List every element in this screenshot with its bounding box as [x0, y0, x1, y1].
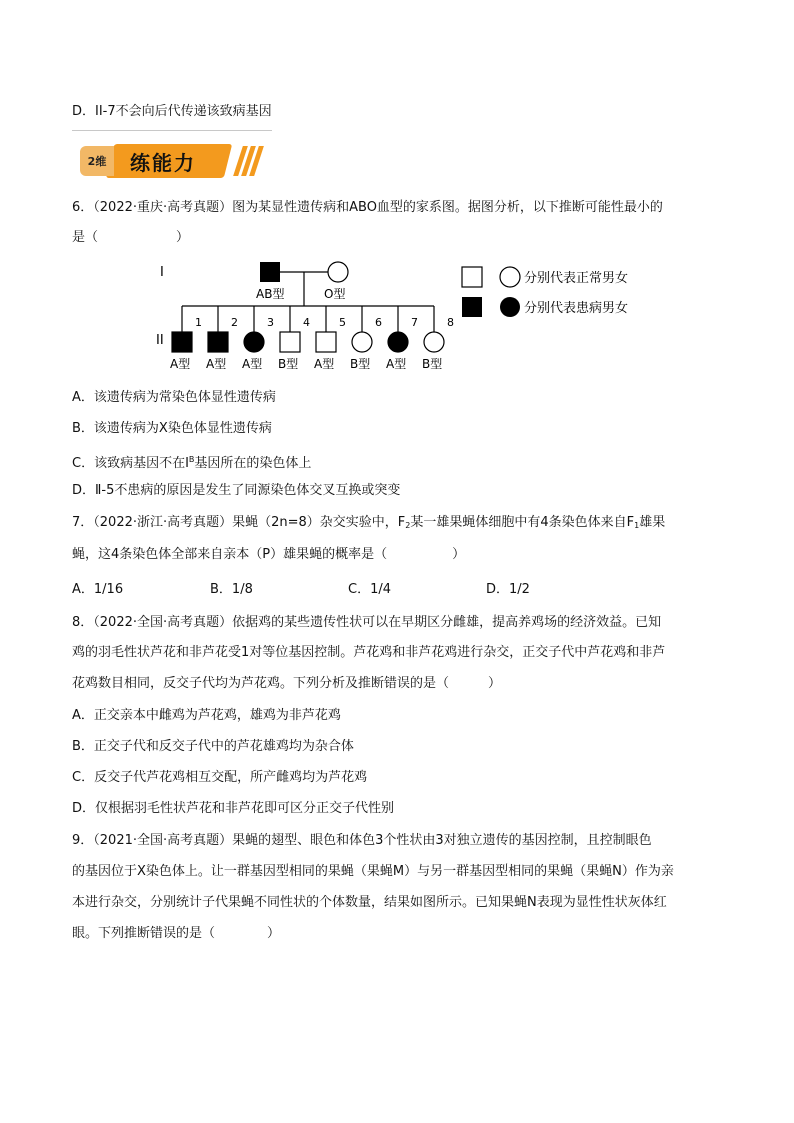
q7-stem-part1: 7．（2022·浙江·高考真题）果蝇（2n=8）杂交实验中，F: [72, 515, 406, 530]
offspring-number: 1: [195, 316, 202, 329]
legend-affected-text: 分别代表患病男女: [524, 301, 629, 316]
offspring-number: 6: [375, 316, 382, 329]
offspring-1-affected-male: [172, 332, 192, 352]
q8-stem-line2: 鸡的羽毛性状芦花和非芦花受1对等位基因控制。芦花鸡和非芦花鸡进行杂交，正交子代中芦花鸡和非芦: [72, 645, 666, 660]
q6-option-c-superscript: B: [188, 455, 195, 464]
offspring-number: 2: [231, 316, 238, 329]
q6-option-a: A．该遗传病为常染色体显性遗传病: [72, 390, 276, 405]
mother-blood-type: O型: [324, 287, 346, 301]
q9-stem-line1: 9．（2021·全国·高考真题）果蝇的翅型、眼色和体色3个性状由3对独立遗传的基因控制，且控制眼色: [72, 833, 652, 848]
section-title: 练能力: [130, 151, 196, 175]
q6-stem-line2: 是（ ）: [72, 230, 190, 245]
q9-stem-line3: 本进行杂交，分别统计子代果蝇不同性状的个体数量，结果如图所示。已知果蝇N表现为显性性状灰体红: [72, 895, 667, 910]
legend-normal-text: 分别代表正常男女: [524, 271, 629, 286]
divider: [72, 130, 272, 131]
q8-option-a: A．正交亲本中雌鸡为芦花鸡，雄鸡为非芦花鸡: [72, 708, 341, 723]
q7-subscript-f1: 1: [634, 521, 640, 530]
offspring-blood-type: A型: [386, 357, 407, 371]
offspring-blood-type: A型: [170, 357, 191, 371]
offspring-blood-type: B型: [422, 357, 443, 371]
q8-stem-line3: 花鸡数目相同，反交子代均为芦花鸡。下列分析及推断错误的是（ ）: [72, 676, 502, 691]
q8-option-d: D．仅根据羽毛性状芦花和非芦花即可区分正交子代性别: [72, 801, 395, 816]
q7-choice-a: A．1/16: [72, 582, 124, 597]
offspring-3-affected-female: [244, 332, 264, 352]
q8-option-c: C．反交子代芦花鸡相互交配，所产雌鸡均为芦花鸡: [72, 770, 368, 785]
father-affected-square: [260, 262, 280, 282]
q6-option-c-text-end: 基因所在的染色体上: [194, 456, 312, 471]
q6-option-b: B．该遗传病为X染色体显性遗传病: [72, 421, 272, 436]
offspring-group: [170, 306, 454, 371]
offspring-blood-type: A型: [314, 357, 335, 371]
offspring-6-normal-female: [352, 332, 372, 352]
offspring-5-normal-male: [316, 332, 336, 352]
legend-normal-male-icon: [462, 267, 482, 287]
q7-choice-b: B．1/8: [210, 582, 253, 597]
offspring-blood-type: A型: [242, 357, 263, 371]
offspring-blood-type: A型: [206, 357, 227, 371]
q7-choice-c: C．1/4: [348, 582, 391, 597]
offspring-number: 3: [267, 316, 274, 329]
q6-option-d: D．Ⅱ-5不患病的原因是发生了同源染色体交叉互换或突变: [72, 483, 401, 498]
legend-affected-female-icon: [500, 297, 520, 317]
q6-stem-line1: 6．（2022·重庆·高考真题）图为某显性遗传病和ABO血型的家系图。据图分析，以下推断可能性最小的: [72, 200, 663, 215]
offspring-number: 7: [411, 316, 418, 329]
offspring-number: 5: [339, 316, 346, 329]
offspring-blood-type: B型: [278, 357, 299, 371]
q9-stem-line2: 的基因位于X染色体上。让一群基因型相同的果蝇（果蝇M）与另一群基因型相同的果蝇（果蝇N）作为亲: [72, 864, 674, 879]
q7-stem-part2: 某一雄果蝇体细胞中有4条染色体来自F: [410, 515, 635, 530]
q6-option-c-text: C．该致病基因不在Ⅰ: [72, 456, 189, 471]
q7-stem-line1: [72, 514, 665, 535]
generation-label-2: II: [156, 333, 164, 348]
offspring-number: 8: [447, 316, 454, 329]
q9-stem-line4: 眼。下列推断错误的是（ ）: [72, 926, 281, 941]
q7-stem-line2: 蝇，这4条染色体全部来自亲本（P）雄果蝇的概率是（ ）: [72, 547, 466, 562]
generation-label-1: I: [160, 265, 164, 280]
offspring-8-normal-female: [424, 332, 444, 352]
q7-choice-d: D．1/2: [486, 582, 530, 597]
prev-option-d: D．II-7不会向后代传递该致病基因: [72, 104, 272, 119]
pedigree-diagram: [140, 252, 700, 382]
q7-subscript-f2: 2: [405, 521, 411, 530]
offspring-2-affected-male: [208, 332, 228, 352]
q6-option-c: [72, 451, 311, 473]
section-badge: 2维: [80, 146, 114, 176]
legend-affected-male-icon: [462, 297, 482, 317]
legend-normal-female-icon: [500, 267, 520, 287]
mother-normal-circle: [328, 262, 348, 282]
q7-stem-part3: 雄果: [639, 515, 666, 530]
father-blood-type: AB型: [256, 287, 285, 301]
offspring-7-affected-female: [388, 332, 408, 352]
offspring-number: 4: [303, 316, 310, 329]
offspring-4-normal-male: [280, 332, 300, 352]
section-banner: [80, 144, 260, 178]
offspring-blood-type: B型: [350, 357, 371, 371]
q8-option-b: B．正交子代和反交子代中的芦花雄鸡均为杂合体: [72, 739, 354, 754]
q8-stem-line1: 8．（2022·全国·高考真题）依据鸡的某些遗传性状可以在早期区分雌雄，提高养鸡场的经济效益。已知: [72, 615, 662, 630]
